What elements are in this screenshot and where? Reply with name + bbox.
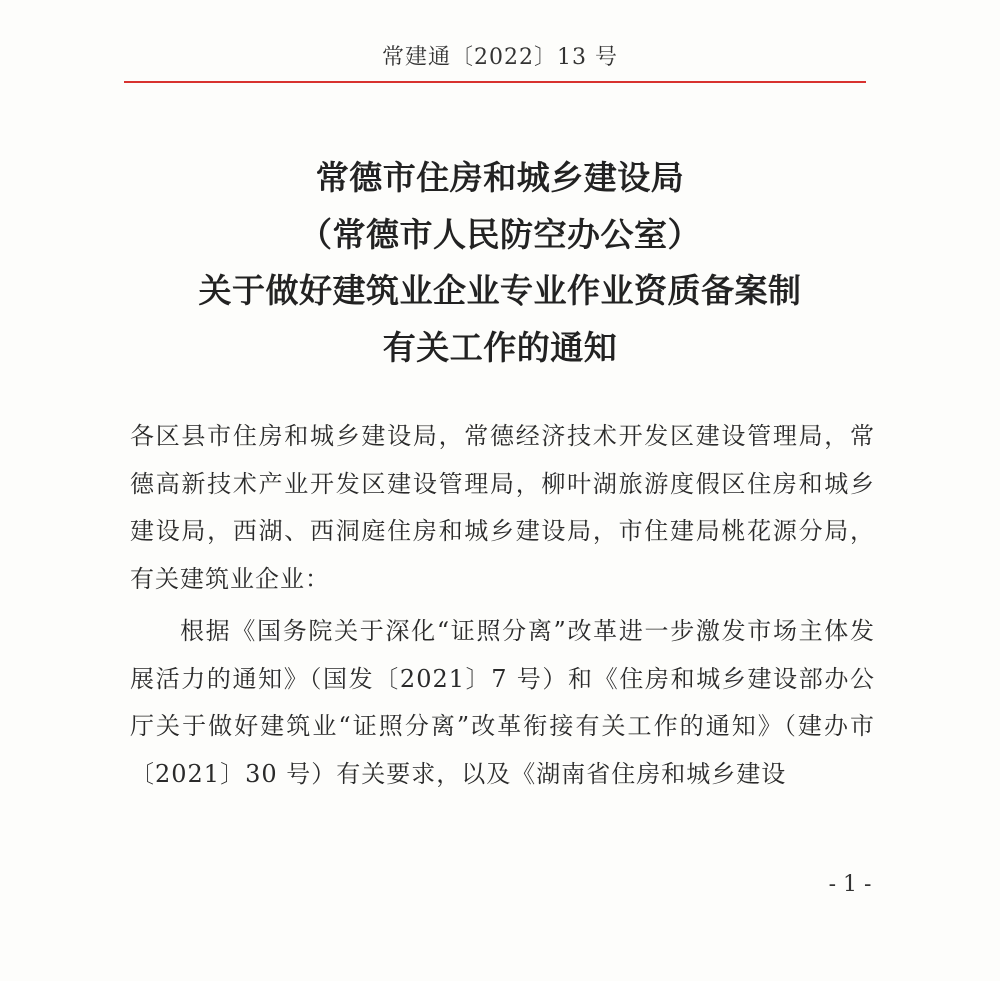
title-line-2: （常德市人民防空办公室） xyxy=(299,214,701,254)
title-line-1: 常德市住房和城乡建设局 xyxy=(315,158,685,197)
title-line-4: 有关工作的通知 xyxy=(382,327,618,367)
addressee-paragraph: 各区县市住房和城乡建设局，常德经济技术开发区建设管理局，常德高新技术产业开发区建设管理局，柳叶湖旅游度假区住房和城乡建设局，西湖、西洞庭住房和城乡建设局，市住建局桃花源分局，有关建筑业企业： xyxy=(130,422,875,593)
body-paragraph: 根据《国务院关于深化“证照分离”改革进一步激发市场主体发展活力的通知》（国发〔2021〕7 号）和《住房和城乡建设部办公厅关于做好建筑业“证照分离”改革衔接有关工作的通知》（建办市〔2021〕30 号）有关要求，以及《湖南省住房和城乡建设 xyxy=(130,617,875,788)
page-number: - 1 - xyxy=(828,872,872,897)
red-separator-line xyxy=(124,81,866,83)
document-number: 常建通〔2022〕13 号 xyxy=(382,45,618,70)
title-line-3: 关于做好建筑业企业专业作业资质备案制 xyxy=(198,271,802,310)
notice-title xyxy=(0,150,1000,376)
